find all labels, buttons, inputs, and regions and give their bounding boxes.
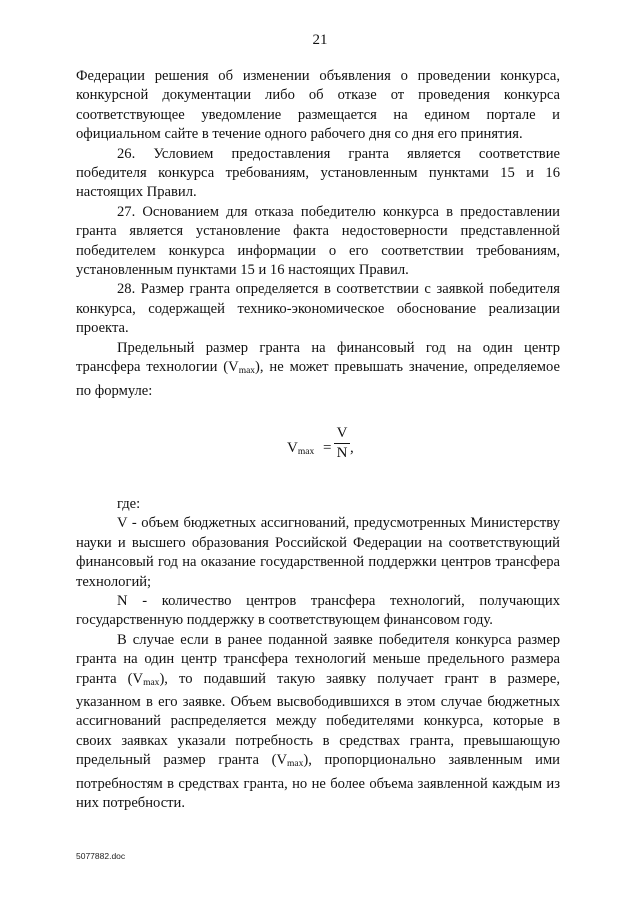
paragraph-continuation: Федерации решения об изменении объявления о проведении конкурса, конкурсной документации либо об отказе от проведения конкурса соответствующее уведомление размещается на едином портале и официальном сайте в течение одного рабочего дня со дня его принятия. [76, 68, 560, 143]
grant-limit-text-b: ), не может превышать значение, определяемое по формуле: [76, 359, 560, 399]
formula-lhs [287, 439, 314, 462]
paragraph-27: 27. Основанием для отказа победителю конкурса в предоставлении гранта является установление факта недостоверности представленной победителем конкурса информации о его соответствии требованиям, установленным пунктами 15 и 16 настоящих Правил. [76, 203, 560, 279]
paragraph-28: 28. Размер гранта определяется в соответствии с заявкой победителя конкурса, содержащей технико-экономическое обоснование реализации проекта. [76, 281, 560, 337]
page-number: 21 [312, 32, 328, 48]
where-label: где: [117, 495, 141, 512]
formula-fraction [334, 425, 350, 462]
grant-formula [76, 424, 560, 465]
redistribution-text-c: ), пропорционально заявленным ими потребностям в средствах гранта, но не более объема заявленной каждым из них потребности. [76, 752, 560, 811]
redistribution-text-b: ), то подавший такую заявку получает грант в размере, указанном в его заявке. Объем высвободившихся в этом случае бюджетных ассигнований распределяется между победителями конкурса, которые в своих заявках указали потребность в средствах гранта, превышающую предельный размер гранта (V [76, 670, 560, 769]
redistribution-subscript-2: max [287, 759, 304, 770]
paragraph-26: 26. Условием предоставления гранта является соответствие победителя конкурса требованиям, установленным пунктами 15 и 16 настоящих Правил. [76, 145, 560, 201]
formula-equals: = [323, 439, 332, 456]
grant-limit-text-a: Предельный размер гранта на финансовый год на один центр трансфера технологии (V [76, 339, 560, 376]
redistribution-subscript-1: max [143, 677, 160, 688]
document-body [76, 67, 560, 813]
formula-fraction-bar [334, 443, 350, 444]
formula-lhs-subscript: max [297, 446, 315, 457]
paragraph-redistribution [76, 631, 560, 814]
redistribution-text-a: В случае если в ранее поданной заявке победителя конкурса размер гранта на один центр трансфера технологий меньше предельного размера гранта (V [76, 631, 560, 687]
grant-limit-subscript: max [238, 366, 256, 377]
definition-n: N - количество центров трансфера технологий, получающих государственную поддержку в соответствующем финансовом году. [76, 592, 560, 629]
formula-numerator: V [336, 424, 348, 441]
paragraph-grant-limit [76, 339, 560, 401]
formula-comma: , [350, 439, 354, 456]
formula-lhs-var: V [287, 439, 298, 456]
file-footer: 5077882.doc [76, 851, 126, 861]
formula-denominator: N [336, 444, 348, 461]
definition-v: V - объем бюджетных ассигнований, предусмотренных Министерству науки и высшего образования Российской Федерации на соответствующий финансовый год на оказание государственной поддержки центров трансфера технологий; [76, 515, 560, 590]
